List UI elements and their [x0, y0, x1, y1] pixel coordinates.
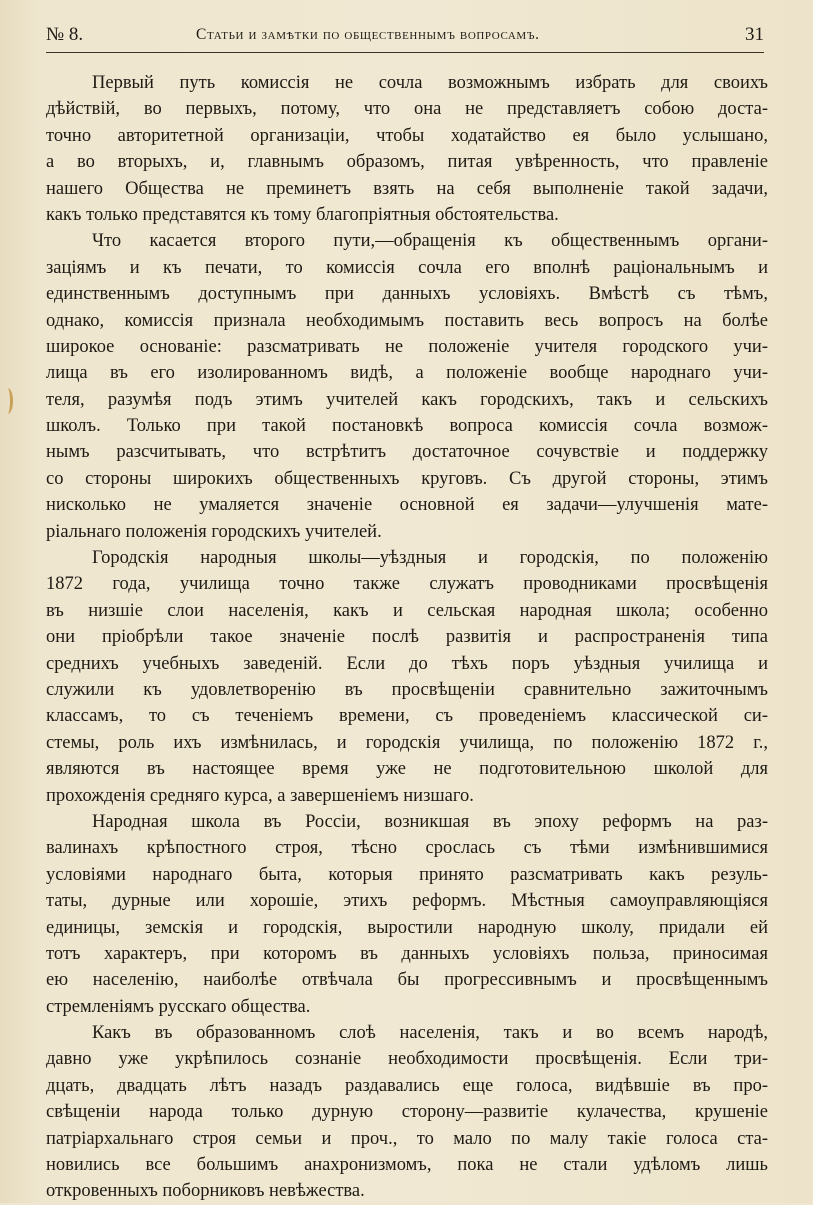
section-title: Статьи и замѣтки по общественнымъ вопросамъ.: [196, 26, 540, 43]
text-line: однако, комиссія признала необходимымъ поставить весь вопросъ на болѣе: [46, 310, 768, 331]
running-head: [46, 22, 764, 53]
text-line: школъ. Только при такой постановкѣ вопроса комиссія сочла возмож-: [46, 416, 768, 437]
text-line: какъ только представятся къ тому благопріятныя обстоятельства.: [46, 204, 559, 225]
text-line: классамъ, то съ теченіемъ времени, съ проведеніемъ классической си-: [46, 706, 768, 727]
text-line: лища въ его изолированномъ видѣ, а положеніе вообще народнаго учи-: [46, 363, 768, 384]
text-line: таты, дурные или хорошіе, этихъ реформъ. Мѣстныя самоуправляющіяся: [46, 891, 768, 912]
text-line: заціямъ и къ печати, то комиссія сочла его вполнѣ раціональнымъ и: [46, 257, 768, 278]
text-line: являются въ настоящее время уже не подготовительною школой для: [46, 759, 768, 780]
text-line: Какъ въ образованномъ слоѣ населенія, такъ и во всемъ народѣ,: [92, 1023, 768, 1044]
text-line: нашего Общества не преминетъ взять на себя выполненіе такой задачи,: [46, 178, 768, 199]
text-line: откровенныхъ поборниковъ невѣжества.: [46, 1181, 365, 1202]
text-line: Первый путь комиссія не сочла возможнымъ избрать для своихъ: [92, 73, 768, 93]
text-line: Что касается второго пути,—обращенія къ общественнымъ органи-: [92, 231, 768, 252]
text-line: давно уже укрѣпилось сознаніе необходимости просвѣщенія. Если три-: [46, 1049, 768, 1070]
text-line: единственнымъ доступнымъ при данныхъ условіяхъ. Вмѣстѣ съ тѣмъ,: [46, 284, 768, 305]
text-line: въ низшіе слои населенія, какъ и сельская народная школа; особенно: [46, 600, 768, 621]
text-line: ею населенію, наиболѣе отвѣчала бы прогрессивнымъ и просвѣщеннымъ: [46, 970, 768, 991]
text-line: нисколько не умаляется значеніе основной ея задачи—улучшенія мате-: [46, 495, 768, 516]
text-line: единицы, земскія и городскія, выростили народную школу, придали ей: [46, 917, 768, 938]
text-line: прохожденія средняго курса, а завершеніемъ низшаго.: [46, 785, 474, 806]
text-line: среднихъ учебныхъ заведеній. Если до тѣхъ поръ уѣздныя училища и: [46, 653, 768, 674]
text-line: а во вторыхъ, и, главнымъ образомъ, питая увѣренность, что правленіе: [46, 152, 768, 173]
text-line: теля, разумѣя подъ этимъ учителей какъ городскихъ, такъ и сельскихъ: [46, 389, 768, 410]
text-line: тотъ характеръ, при которомъ въ данныхъ условіяхъ польза, приносимая: [46, 943, 768, 964]
issue-number: № 8.: [46, 24, 84, 45]
text-line: нымъ разсчитывать, что встрѣтитъ достаточное сочувствіе и поддержку: [46, 442, 768, 463]
text-line: Народная школа въ Россіи, возникшая въ эпоху реформъ на раз-: [92, 811, 768, 832]
text-line: служили къ удовлетворенію въ просвѣщеніи сравнительно зажиточнымъ: [46, 679, 768, 700]
paragraph: [46, 809, 768, 1020]
text-line: Городскія народныя школы—уѣздныя и городскія, по положенію: [92, 548, 768, 569]
text-line: они пріобрѣли такое значеніе послѣ развитія и распространенія типа: [46, 627, 768, 648]
page-number: 31: [745, 24, 764, 45]
text-line: стремленіямъ русскаго общества.: [46, 996, 311, 1017]
paragraph: [46, 1020, 768, 1205]
text-line: точно авторитетной организаціи, чтобы ходатайство ея было услышано,: [46, 125, 768, 146]
text-line: 1872 года, училища точно также служатъ проводниками просвѣщенія: [46, 574, 768, 595]
margin-stain: [2, 388, 13, 414]
text-line: дцать, двадцать лѣтъ назадъ раздавались еще голоса, видѣвшіе въ про-: [46, 1075, 768, 1096]
text-line: ріальнаго положенія городскихъ учителей.: [46, 521, 382, 542]
text-line: со стороны широкихъ общественныхъ круговъ. Съ другой стороны, этимъ: [46, 468, 768, 489]
body-text: [46, 70, 768, 1205]
paragraph: [46, 228, 768, 545]
text-line: новились все большимъ анахронизмомъ, пока не стали удѣломъ лишь: [46, 1155, 768, 1176]
text-line: свѣщеніи народа только дурную сторону—развитіе кулачества, крушеніе: [46, 1102, 768, 1123]
text-line: валинахъ крѣпостного строя, тѣсно срослась съ тѣми измѣнившимися: [46, 838, 768, 859]
text-line: широкое основаніе: разсматривать не положеніе учителя городского учи-: [46, 336, 768, 357]
paragraph: [46, 70, 768, 228]
text-line: патріархальнаго строя семьи и проч., то мало по малу такіе голоса ста-: [46, 1128, 768, 1149]
paragraph: [46, 545, 768, 809]
text-line: условіями народнаго быта, которыя принято разсматривать какъ резуль-: [46, 864, 768, 885]
text-line: дѣйствій, во первыхъ, потому, что она не представляетъ собою доста-: [46, 99, 768, 120]
text-line: стемы, роль ихъ измѣнилась, и городскія училища, по положенію 1872 г.,: [46, 732, 768, 753]
